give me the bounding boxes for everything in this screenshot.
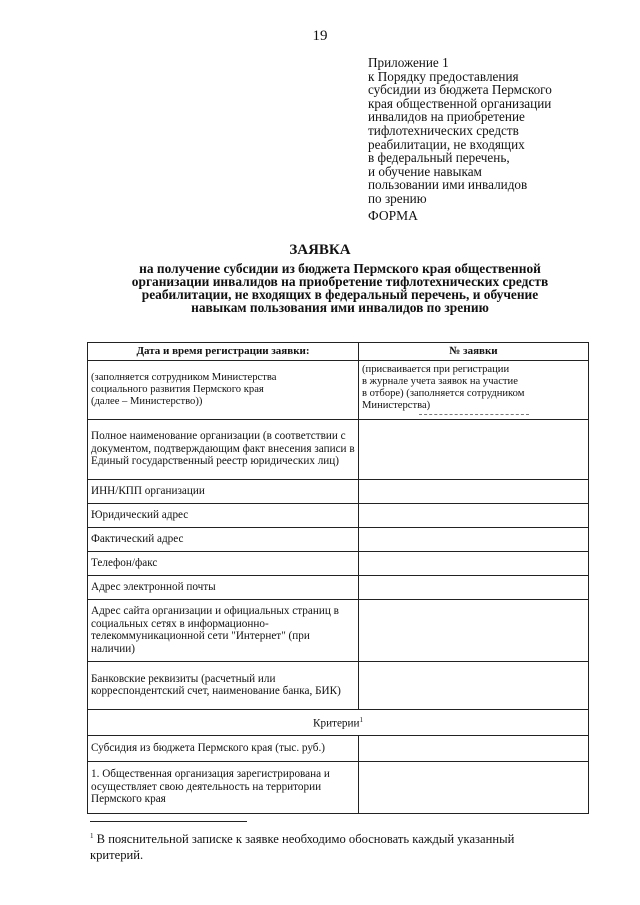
inn-kpp-label: ИНН/КПП организации xyxy=(88,479,359,503)
dashed-underline xyxy=(419,414,529,415)
criteria-label: Критерии xyxy=(313,717,360,730)
note-line: (заполняется сотрудником Министерства xyxy=(91,371,277,383)
page-number: 19 xyxy=(312,28,328,44)
website-label: Адрес сайта организации и официальных страниц в социальных сетях в информационно-телекоммуникационной сети "Интернет" (при наличии) xyxy=(88,599,359,661)
document-subtitle xyxy=(90,262,590,314)
criteria-footnote-mark: 1 xyxy=(359,715,363,724)
note-line: Министерства) xyxy=(362,400,431,412)
appendix-line: и обучение навыкам xyxy=(368,163,482,179)
criteria-header xyxy=(88,709,589,735)
subtitle-line: реабилитации, не входящих в федеральный перечень, и обучение xyxy=(141,287,539,302)
phone-fax-value[interactable] xyxy=(359,551,589,575)
appendix-line: инвалидов на приобретение xyxy=(368,109,525,125)
appendix-line: по зрению xyxy=(368,190,427,206)
email-value[interactable] xyxy=(359,575,589,599)
form-label: ФОРМА xyxy=(368,208,418,223)
website-value[interactable] xyxy=(359,599,589,661)
note-line: в журнале учета заявок на участие xyxy=(362,376,518,388)
subsidy-amount-value[interactable] xyxy=(359,735,589,761)
document-title: ЗАЯВКА xyxy=(289,242,351,258)
appendix-line: тифлотехнических средств xyxy=(368,122,519,138)
actual-address-label: Фактический адрес xyxy=(88,527,359,551)
full-name-label: Полное наименование организации (в соответствии с документом, подтверждающим факт внесения записи в Единый государственный реестр юридических лиц) xyxy=(88,419,359,479)
full-name-value[interactable] xyxy=(359,419,589,479)
footnote-line-2: критерий. xyxy=(90,848,144,863)
note-line: в отборе) (заполняется сотрудником xyxy=(362,388,525,400)
appendix-line: субсидии из бюджета Пермского xyxy=(368,82,552,98)
note-line: социального развития Пермского края xyxy=(91,383,264,395)
footnote-mark: 1 xyxy=(90,832,94,840)
note-line: (далее – Министерство)) xyxy=(91,395,203,407)
application-number-header: № заявки xyxy=(359,343,589,361)
subtitle-line: организации инвалидов на приобретение тифлотехнических средств xyxy=(131,274,549,289)
footnote-line-1 xyxy=(90,828,590,847)
footnote xyxy=(90,828,590,863)
subsidy-amount-label: Субсидия из бюджета Пермского края (тыс. руб.) xyxy=(88,735,359,761)
legal-address-value[interactable] xyxy=(359,503,589,527)
footnote-separator xyxy=(90,821,247,822)
appendix-line: края общественной организации xyxy=(368,95,552,111)
inn-kpp-value[interactable] xyxy=(359,479,589,503)
criterion-1-label: 1. Общественная организация зарегистрирована и осуществляет свою деятельность на территории Пермского края xyxy=(88,761,359,813)
appendix-block xyxy=(368,56,598,206)
registration-datetime-header: Дата и время регистрации заявки: xyxy=(88,343,359,361)
appendix-line: реабилитации, не входящих xyxy=(368,136,525,152)
registration-datetime-cell[interactable] xyxy=(88,360,359,419)
bank-details-label: Банковские реквизиты (расчетный или корреспондентский счет, наименование банка, БИК) xyxy=(88,661,359,709)
legal-address-label: Юридический адрес xyxy=(88,503,359,527)
criterion-1-value[interactable] xyxy=(359,761,589,813)
subtitle-line: на получение субсидии из бюджета Пермского края общественной xyxy=(139,261,541,276)
bank-details-value[interactable] xyxy=(359,661,589,709)
application-number-cell[interactable] xyxy=(359,360,589,419)
subtitle-line: навыкам пользования ими инвалидов по зрению xyxy=(191,300,489,315)
appendix-line: пользовании ими инвалидов xyxy=(368,177,528,193)
appendix-line: Приложение 1 xyxy=(368,55,449,70)
appendix-line: в федеральный перечень, xyxy=(368,150,510,166)
footnote-text: В пояснительной записке к заявке необходимо обосновать каждый указанный xyxy=(93,832,515,847)
email-label: Адрес электронной почты xyxy=(88,575,359,599)
note-line: (присваивается при регистрации xyxy=(362,364,510,376)
application-form-table xyxy=(87,342,589,814)
appendix-line: к Порядку предоставления xyxy=(368,68,519,84)
phone-fax-label: Телефон/факс xyxy=(88,551,359,575)
actual-address-value[interactable] xyxy=(359,527,589,551)
